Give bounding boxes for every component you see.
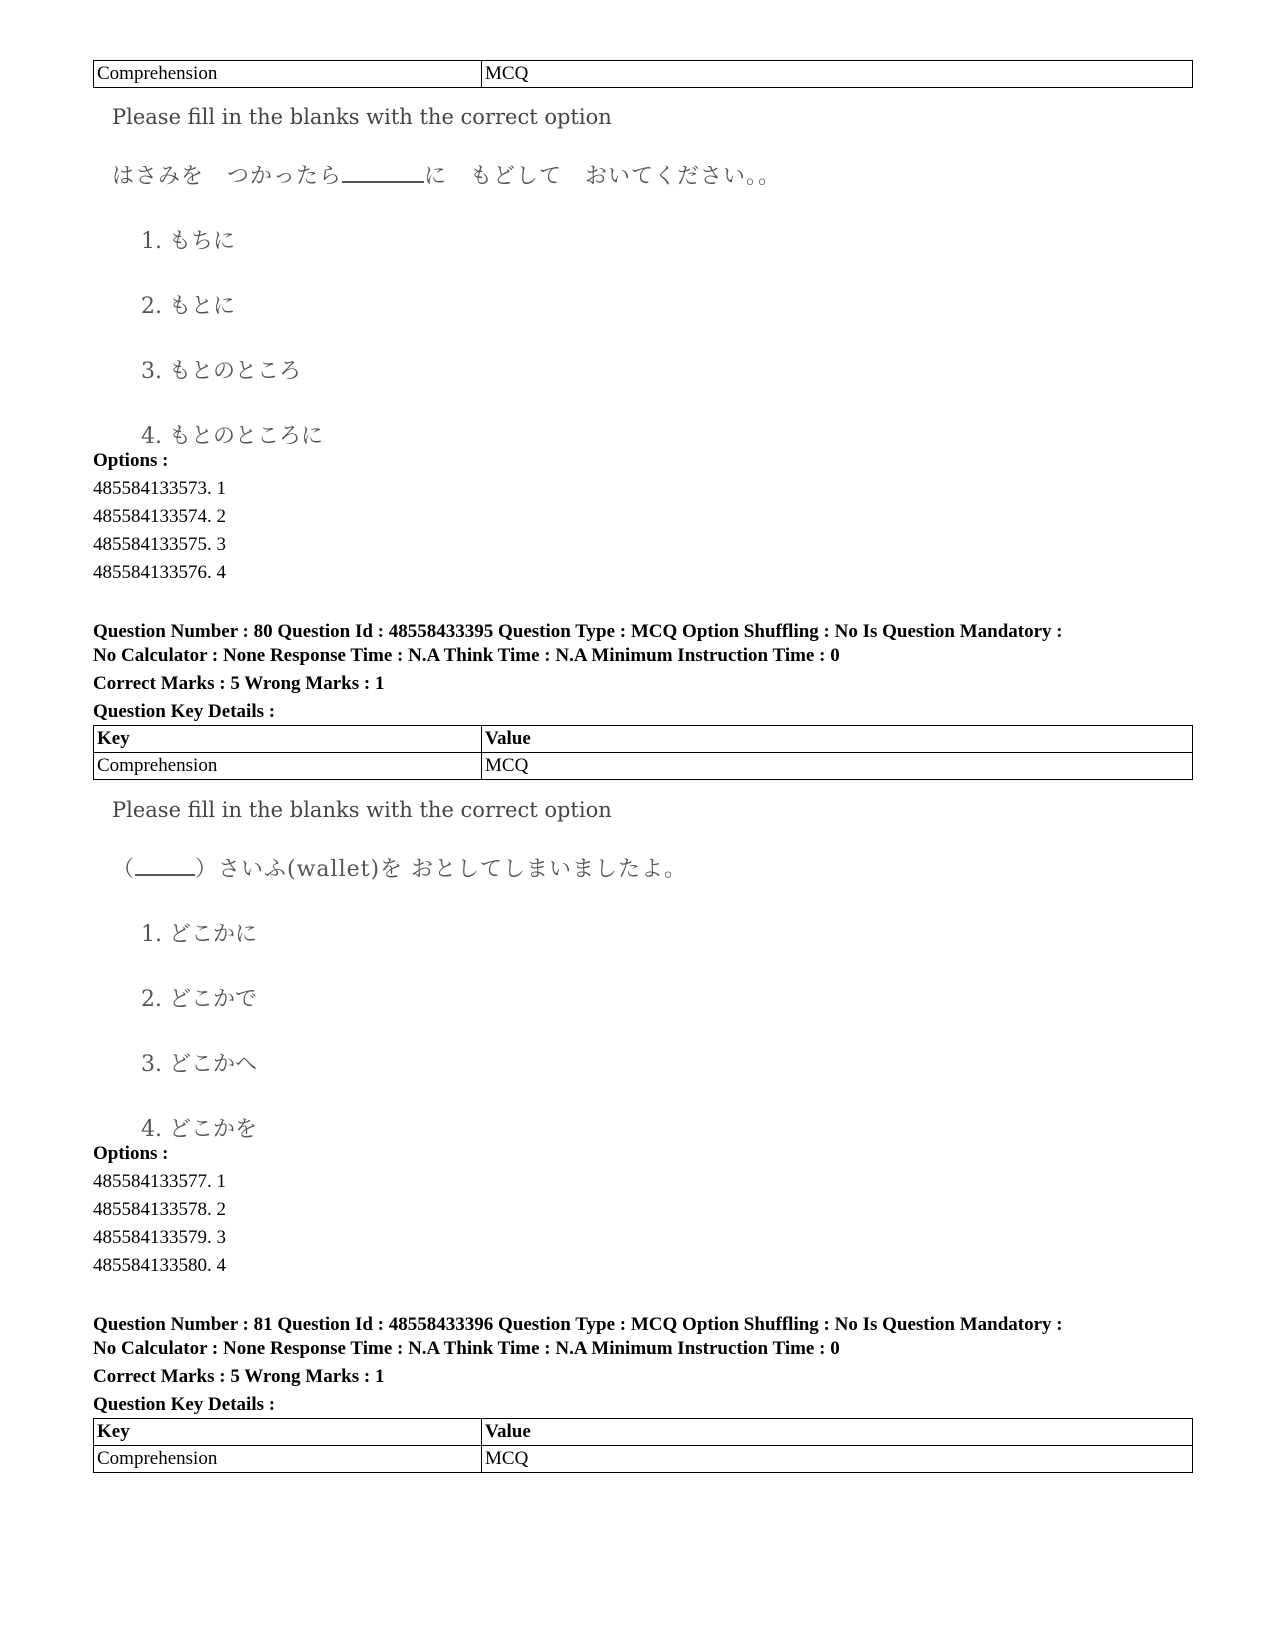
question-81-header — [93, 1313, 1193, 1417]
option-item: 485584133577. 1 — [93, 1171, 226, 1192]
option-item: 485584133574. 2 — [93, 506, 226, 527]
table-header-row — [94, 1419, 1193, 1446]
sentence-part: はさみを つかったら — [112, 164, 343, 189]
question-81-key-table — [93, 1418, 1193, 1473]
sentence-part: （ — [112, 857, 136, 882]
question-79-options — [93, 447, 226, 587]
question-sentence — [93, 159, 1193, 190]
table-header-value: Value — [482, 726, 1193, 753]
options-label: Options : — [93, 450, 169, 471]
table-header-row — [94, 726, 1193, 753]
table-cell-value: MCQ — [482, 1446, 1193, 1473]
choice-2: 2. もとに — [141, 294, 235, 319]
table-row — [94, 61, 1193, 88]
question-sentence — [93, 852, 1193, 883]
choice-4: 4. もとのところに — [141, 424, 323, 449]
sentence-part: ）さいふ(wallet)を おとしてしまいましたよ。 — [195, 857, 688, 882]
option-item: 485584133573. 1 — [93, 478, 226, 499]
question-key-details-label: Question Key Details : — [93, 1394, 276, 1415]
question-80-header — [93, 620, 1193, 724]
table-cell-key: Comprehension — [94, 61, 482, 88]
option-item: 485584133576. 4 — [93, 562, 226, 583]
question-instruction: Please fill in the blanks with the correct option — [112, 798, 612, 822]
blank-line — [342, 161, 424, 183]
table-row — [94, 753, 1193, 780]
options-label: Options : — [93, 1143, 169, 1164]
table-cell-value: MCQ — [482, 61, 1193, 88]
question-meta-line: No Calculator : None Response Time : N.A Think Time : N.A Minimum Instruction Time : 0 — [93, 645, 840, 666]
table-cell-key: Comprehension — [94, 753, 482, 780]
table-header-key: Key — [94, 726, 482, 753]
blank-line — [135, 854, 195, 876]
choice-1: 1. もちに — [141, 229, 235, 254]
sentence-part: に もどして おいてください。。 — [424, 164, 782, 189]
question-79-image — [93, 105, 1193, 450]
option-item: 485584133575. 3 — [93, 534, 226, 555]
question-marks: Correct Marks : 5 Wrong Marks : 1 — [93, 673, 385, 694]
choice-1: 1. どこかに — [141, 922, 257, 947]
table-cell-key: Comprehension — [94, 1446, 482, 1473]
table-cell-value: MCQ — [482, 753, 1193, 780]
choice-4: 4. どこかを — [141, 1117, 257, 1142]
top-key-table — [93, 60, 1193, 88]
option-item: 485584133578. 2 — [93, 1199, 226, 1220]
table-header-key: Key — [94, 1419, 482, 1446]
question-80-key-table — [93, 725, 1193, 780]
question-meta-line: Question Number : 81 Question Id : 48558433396 Question Type : MCQ Option Shuffling : No Is Question Mandatory : — [93, 1314, 1063, 1335]
option-item: 485584133579. 3 — [93, 1227, 226, 1248]
choice-3: 3. もとのところ — [141, 359, 301, 384]
question-meta-line: Question Number : 80 Question Id : 48558433395 Question Type : MCQ Option Shuffling : No Is Question Mandatory : — [93, 621, 1063, 642]
question-marks: Correct Marks : 5 Wrong Marks : 1 — [93, 1366, 385, 1387]
choice-2: 2. どこかで — [141, 987, 257, 1012]
question-instruction: Please fill in the blanks with the correct option — [112, 105, 612, 129]
question-80-image — [93, 798, 1193, 1143]
option-item: 485584133580. 4 — [93, 1255, 226, 1276]
question-key-details-label: Question Key Details : — [93, 701, 276, 722]
table-row — [94, 1446, 1193, 1473]
question-meta-line: No Calculator : None Response Time : N.A Think Time : N.A Minimum Instruction Time : 0 — [93, 1338, 840, 1359]
table-header-value: Value — [482, 1419, 1193, 1446]
choice-3: 3. どこかへ — [141, 1052, 257, 1077]
question-80-options — [93, 1140, 226, 1280]
